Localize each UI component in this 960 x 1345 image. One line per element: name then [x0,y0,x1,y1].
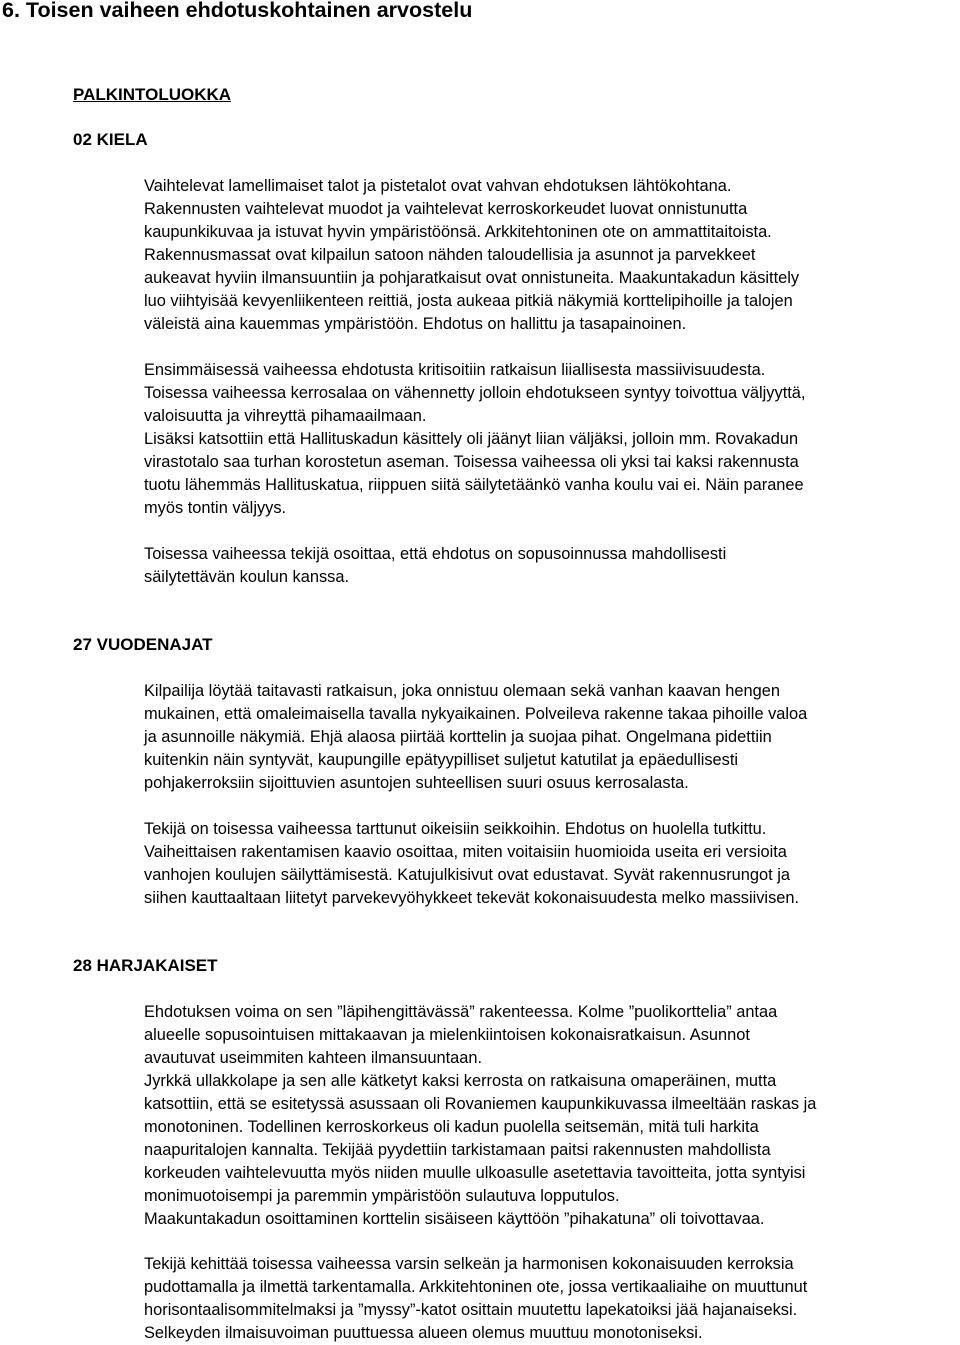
entry-paragraph: Ensimmäisessä vaiheessa ehdotusta kritisoitiin ratkaisun liiallisesta massiivisuudesta. Toisessa vaiheessa kerrosalaa on vähennetty jolloin ehdotukseen syntyy toivottua väljyyttä, valoisuutta ja vihreyttä pihamaailmaan. Lisäksi katsottiin että Hallituskadun käsittely oli jäänyt liian väljäksi, jolloin mm. Rovakadun virastotalo saa turhan korostetun aseman. Toisessa vaiheessa oli yksi tai kaksi rakennusta tuotu lähemmäs Hallituskatua, riippuen siitä säilytetäänkö vanha koulu vai ei. Näin paranee myös tontin väljyys. [144,361,806,517]
entry-paragraph: Ehdotuksen voima on sen ”läpihengittävässä” rakenteessa. Kolme ”puolikorttelia” antaa alueelle sopusointuisen mittakaavan ja mielenkiintoisen kokonaisratkaisun. Asunnot avautuvat useimmiten kahteen ilmansuuntaan. Jyrkkä ullakkolape ja sen alle kätketyt kaksi kerrosta on ratkaisuna omaperäinen, mutta katsottiin, että se esitetyssä asussaan oli Rovaniemen kaupunkikuvassa ilmeeltään raskas ja monotoninen. Todellinen kerroskorkeus oli kadun puolella seitsemän, mitä tuli harkita naapuritalojen kannalta. Tekijää pyydettiin tarkistamaan paitsi rakennusten mahdollista korkeuden vaihtelevuutta myös niiden muulle ulkoasulle asetettavia tavoitteita, jotta syntyisi monimuotoisempi ja paremmin ympäristöön sulautuva lopputulos. Maakuntakadun osoittaminen korttelin sisäiseen käyttöön ”pihakatuna” oli toivottavaa. [144,1003,817,1228]
entry-title-vuodenajat: 27 VUODENAJAT [73,635,213,654]
entry-paragraph: Kilpailija löytää taitavasti ratkaisun, joka onnistuu olemaan sekä vanhan kaavan hengen mukainen, että omaleimaisella tavalla nykyaikainen. Polveileva rakenne takaa pihoille valoa ja asunnoille näkymiä. Ehjä alaosa piirtää korttelin ja suojaa pihat. Ongelmana pidettiin kuitenkin näin syntyvät, kaupungille epätyypilliset suljetut katutilat ja epäedullisesti pohjakerroksiin sijoittuvien asuntojen suhteellisen suuri osuus kerrosalasta. [144,682,808,792]
entry-title-kiela: 02 KIELA [73,130,148,149]
entry-paragraph: Toisessa vaiheessa tekijä osoittaa, että ehdotus on sopusoinnussa mahdollisesti säilytettävän koulun kanssa. [144,545,727,586]
entry-title-harjakaiset: 28 HARJAKAISET [73,956,218,975]
entry-paragraph: Tekijä on toisessa vaiheessa tarttunut oikeisiin seikkoihin. Ehdotus on huolella tutkittu. Vaiheittaisen rakentamisen kaavio osoittaa, miten voitaisiin huomioida useita eri versioita vanhojen koulujen säilyttämisestä. Katujulkisivut ovat edustavat. Syvät rakennusrungot ja siihen kauttaaltaan liitetyt parvekevyöhykkeet tekevät kokonaisuudesta melko massiivisen. [144,820,800,907]
entry-paragraph: Tekijä kehittää toisessa vaiheessa varsin selkeän ja harmonisen kokonaisuuden kerroksia pudottamalla ja ilmettä tarkentamalla. Arkkitehtoninen ote, jossa vertikaaliaihe on muuttunut horisontaalisommitelmaksi ja ”myssy”-katot osittain muutettu lapekatoiksi jää hajanaiseksi. Selkeyden ilmaisuvoiman puuttuessa alueen olemus muuttuu monotoniseksi. [144,1255,808,1342]
award-category-heading: PALKINTOLUOKKA [73,85,232,104]
entry-paragraph: Vaihtelevat lamellimaiset talot ja pistetalot ovat vahvan ehdotuksen lähtökohtana. Rakennusten vaihtelevat muodot ja vaihtelevat kerroskorkeudet luovat onnistunutta kaupunkikuvaa ja istuvat hyvin ympäristöönsä. Arkkitehtoninen ote on ammattitaitoista. Rakennusmassat ovat kilpailun satoon nähden taloudellisia ja asunnot ja parvekkeet aukeavat hyviin ilmansuuntiin ja pohjaratkaisut ovat onnistuneita. Maakuntakadun käsittely luo viihtyisää kevyenliikenteen reittiä, josta aukeaa pitkiä näkymiä korttelipihoille ja talojen väleistä aina kauemmas ympäristöön. Ehdotus on hallittu ja tasapainoinen. [144,177,800,333]
page-title: 6. Toisen vaiheen ehdotuskohtainen arvostelu [2,0,473,22]
